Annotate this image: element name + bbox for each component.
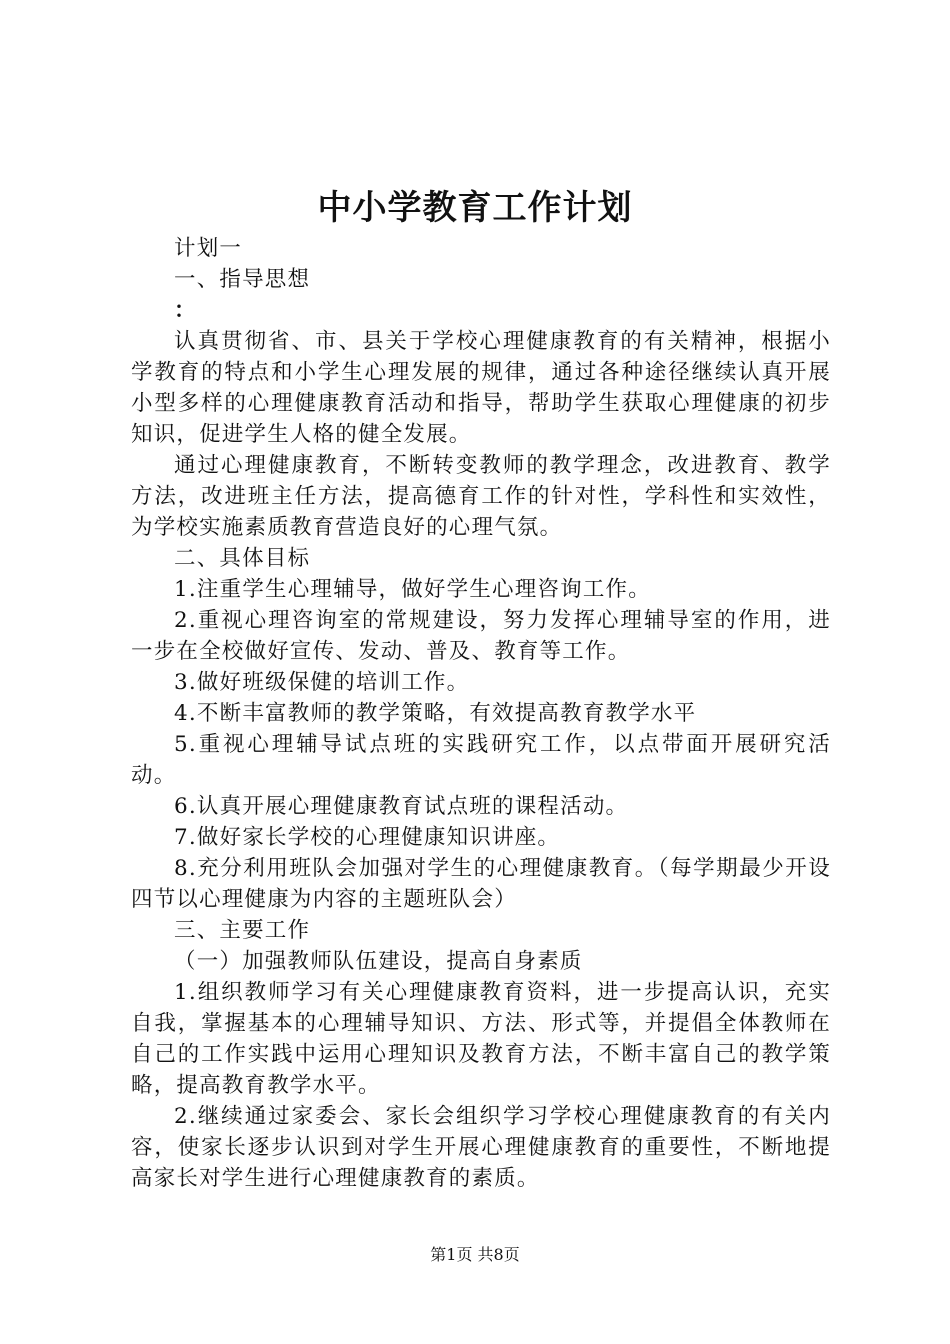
paragraph: 认真贯彻省、市、县关于学校心理健康教育的有关精神，根据小学教育的特点和小学生心理发展的规律，通过各种途径继续认真开展小型多样的心理健康教育活动和指导，帮助学生获取心理健康的初步知识，促进学生人格的健全发展。 (131, 329, 831, 447)
page-footer: 第1页 共8页 (430, 1245, 520, 1264)
list-item: 2.继续通过家委会、家长会组织学习学校心理健康教育的有关内容，使家长逐步认识到对学生开展心理健康教育的重要性，不断地提高家长对学生进行心理健康教育的素质。 (131, 1104, 831, 1191)
section-heading-guiding-thought: 一、指导思想 (174, 267, 311, 292)
page-title: 中小学教育工作计划 (317, 188, 633, 228)
list-item: 5.重视心理辅导试点班的实践研究工作，以点带面开展研究活动。 (131, 732, 831, 788)
paragraph: 通过心理健康教育，不断转变教师的教学理念，改进教育、教学方法，改进班主任方法，提高德育工作的针对性，学科性和实效性，为学校实施素质教育营造良好的心理气氛。 (131, 453, 831, 540)
section-heading-main-work: 三、主要工作 (174, 918, 311, 943)
list-item: 4.不断丰富教师的教学策略，有效提高教育教学水平 (174, 701, 697, 726)
list-item: 1.组织教师学习有关心理健康教育资料，进一步提高认识，充实自我，掌握基本的心理辅导知识、方法、形式等，并提倡全体教师在自己的工作实践中运用心理知识及教育方法，不断丰富自己的教学策略，提高教育教学水平。 (131, 980, 831, 1098)
plan-label: 计划一 (174, 236, 243, 261)
colon-line: ： (174, 298, 197, 323)
list-item: 1.注重学生心理辅导，做好学生心理咨询工作。 (174, 577, 651, 602)
list-item: 7.做好家长学校的心理健康知识讲座。 (174, 825, 561, 850)
list-item: 8.充分利用班队会加强对学生的心理健康教育。（每学期最少开设四节以心理健康为内容的主题班队会） (131, 856, 831, 912)
list-item: 6.认真开展心理健康教育试点班的课程活动。 (174, 794, 629, 819)
subsection-heading: （一）加强教师队伍建设，提高自身素质 (174, 949, 583, 974)
list-item: 3.做好班级保健的培训工作。 (174, 670, 470, 695)
section-heading-specific-goals: 二、具体目标 (174, 546, 311, 571)
list-item: 2.重视心理咨询室的常规建设，努力发挥心理辅导室的作用，进一步在全校做好宣传、发动、普及、教育等工作。 (131, 608, 831, 664)
document-body (131, 233, 831, 1194)
